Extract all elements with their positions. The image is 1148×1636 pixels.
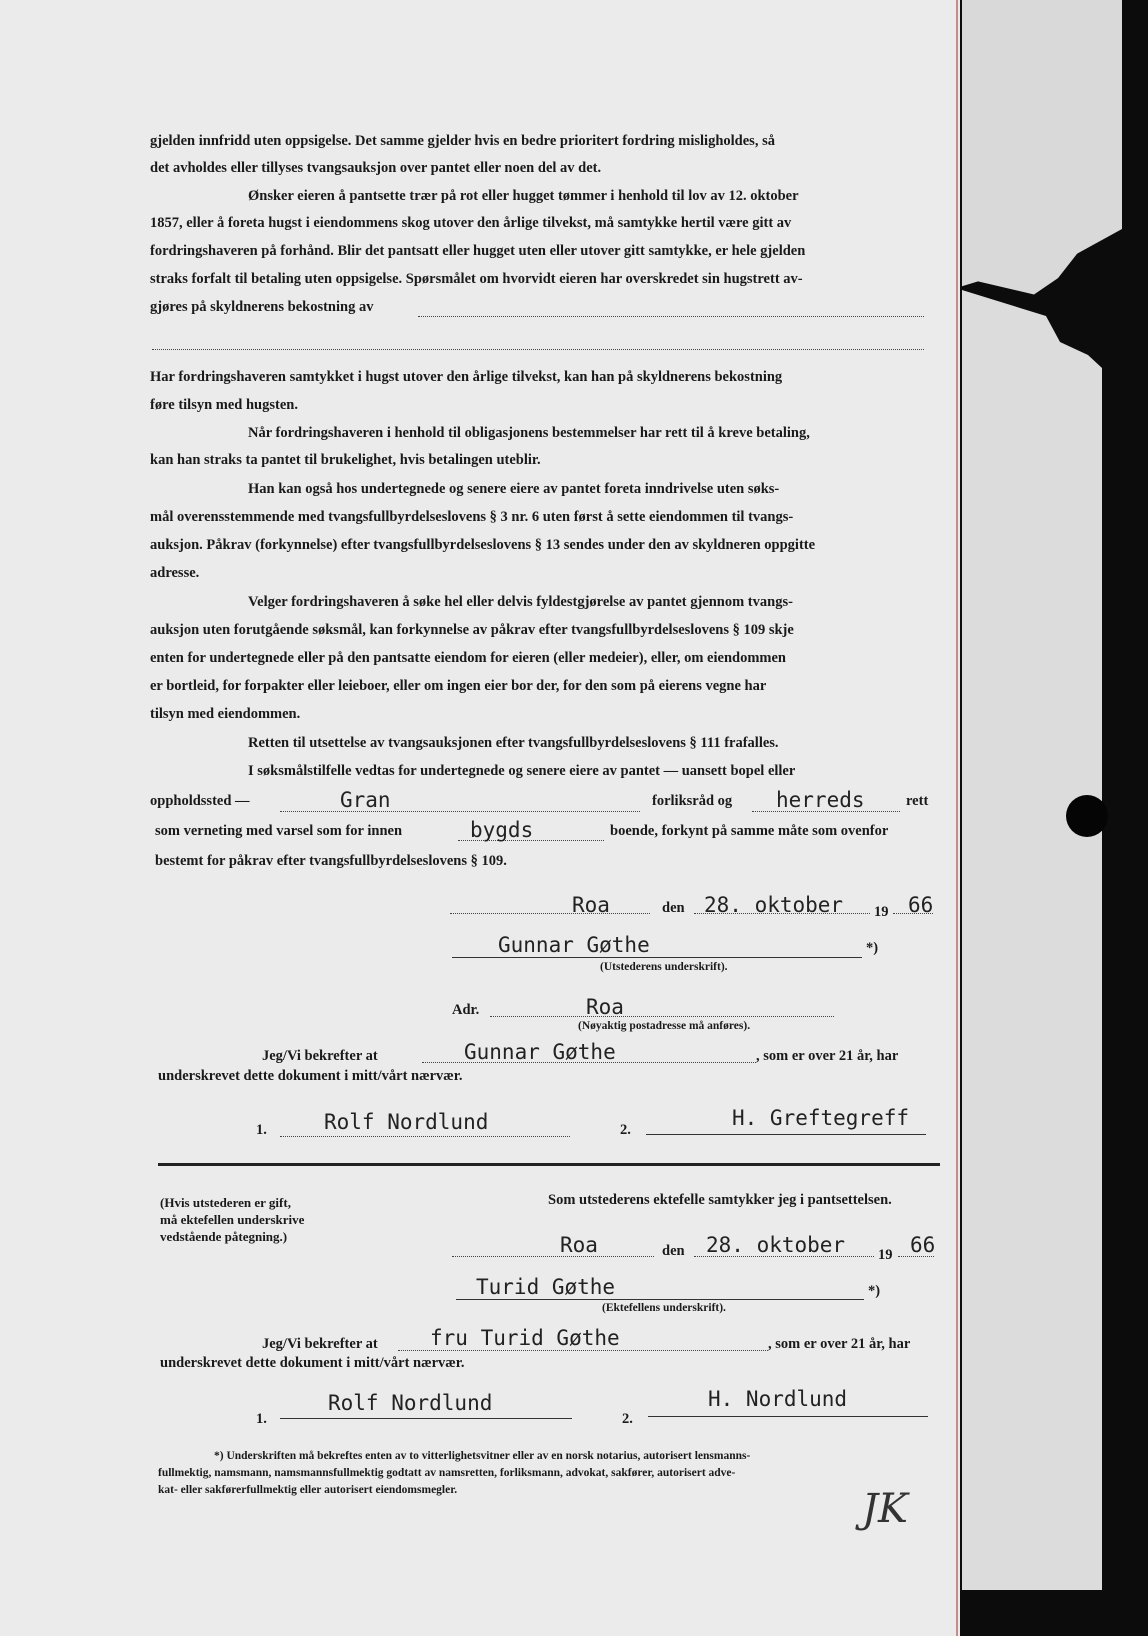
spouse-witness1: Rolf Nordlund bbox=[328, 1391, 493, 1415]
p6-line3: enten for undertegnede eller på den pantsatte eiendom for eieren (eller medeier), eller, om eiendommen bbox=[150, 650, 786, 666]
spouse-witness2-num: 2. bbox=[622, 1411, 633, 1427]
blank-line bbox=[152, 349, 924, 350]
p8-forliksrad: forliksråd og bbox=[652, 793, 733, 809]
p8-som: som verneting med varsel som for innen bbox=[155, 823, 403, 839]
sig1-witness2: H. Greftegreff bbox=[732, 1106, 910, 1130]
spouse-confirm-line2: underskrevet dette dokument i mitt/vårt nærvær. bbox=[160, 1355, 465, 1371]
spouse-note-line2: må ektefellen underskrive bbox=[160, 1212, 305, 1227]
p6-line5: tilsyn med eiendommen. bbox=[150, 706, 301, 722]
spouse-signer: Turid Gøthe bbox=[476, 1275, 616, 1299]
spouse-note-line3: vedstående påtegning.) bbox=[160, 1229, 288, 1244]
punch-hole bbox=[1066, 795, 1108, 837]
sig1-address-line bbox=[490, 1016, 834, 1017]
place-line bbox=[280, 811, 640, 812]
spouse-place-line bbox=[452, 1256, 654, 1257]
footnote-line2: fullmektig, namsmann, namsmannsfullmektig godtatt av namsretten, forliksmann, advokat, sakfører, autorisert adve- bbox=[158, 1467, 736, 1479]
p3-line1: Har fordringshaveren samtykket i hugst utover den årlige tilvekst, kan han på skyldnerens bekostning bbox=[150, 369, 783, 385]
sig1-address: Roa bbox=[586, 995, 624, 1019]
sig1-place: Roa bbox=[572, 893, 610, 917]
spouse-confirm-prefix: Jeg/Vi bekrefter at bbox=[262, 1336, 378, 1352]
sig1-den: den bbox=[662, 900, 685, 916]
sig1-witness1: Rolf Nordlund bbox=[324, 1110, 489, 1134]
sig1-witness2-num: 2. bbox=[620, 1122, 631, 1138]
spouse-witness1-line bbox=[280, 1418, 572, 1419]
p1-line1: gjelden innfridd uten oppsigelse. Det samme gjelder hvis en bedre prioritert fordring misligholdes, så bbox=[150, 133, 775, 149]
margin-rule bbox=[956, 0, 958, 1636]
sig1-adr-label: Adr. bbox=[452, 1002, 480, 1018]
p8-line1: I søksmålstilfelle vedtas for undertegnede og senere eiere av pantet — uansett bopel eller bbox=[248, 763, 796, 779]
p2-line2: 1857, eller å foreta hugst i eiendommens skog utover den årlige tilvekst, må samtykke hertil være gitt av bbox=[150, 215, 792, 231]
p2-line5: gjøres på skyldnerens bekostning av bbox=[150, 299, 374, 315]
blank-line bbox=[418, 316, 924, 317]
sig1-confirm-name: Gunnar Gøthe bbox=[464, 1040, 616, 1064]
p5-line1: Han kan også hos undertegnede og senere eiere av pantet foreta inndrivelse uten søks- bbox=[248, 481, 780, 497]
sig1-confirm-line2: underskrevet dette dokument i mitt/vårt nærvær. bbox=[158, 1068, 463, 1084]
p6-line1: Velger fordringshaveren å søke hel eller delvis fyldestgjørelse av pantet gjennom tvangs- bbox=[248, 594, 793, 610]
sig1-address-caption: (Nøyaktig postadresse må anføres). bbox=[578, 1020, 751, 1032]
p8-boende: boende, forkynt på samme måte som ovenfor bbox=[610, 823, 889, 839]
sig1-witness1-line bbox=[280, 1136, 570, 1137]
p6-line2: auksjon uten forutgående søksmål, kan forkynnelse av påkrav efter tvangsfullbyrdelseslovens § 109 skje bbox=[150, 622, 794, 638]
spouse-witness2-line bbox=[648, 1416, 928, 1417]
p5-line3: auksjon. Påkrav (forkynnelse) efter tvangsfullbyrdelseslovens § 13 sendes under den av skyldneren oppgitte bbox=[150, 537, 816, 553]
footnote bbox=[158, 1448, 936, 1499]
p7-line1: Retten til utsettelse av tvangsauksjonen efter tvangsfullbyrdelseslovens § 111 frafalles. bbox=[248, 735, 779, 751]
sig1-confirm-prefix: Jeg/Vi bekrefter at bbox=[262, 1048, 378, 1064]
p2-line3: fordringshaveren på forhånd. Blir det pantsatt eller hugget uten eller utover gitt samtykke, er hele gjelden bbox=[150, 243, 806, 259]
section-divider bbox=[158, 1163, 940, 1166]
p8-line4: bestemt for påkrav efter tvangsfullbyrdelseslovens § 109. bbox=[155, 853, 507, 869]
spouse-confirm-suffix: , som er over 21 år, har bbox=[768, 1336, 911, 1352]
p4-line2: kan han straks ta pantet til brukelighet, hvis betalingen uteblir. bbox=[150, 452, 541, 468]
spouse-signer-caption: (Ektefellens underskrift). bbox=[602, 1302, 726, 1314]
sig1-witness1-num: 1. bbox=[256, 1122, 267, 1138]
p2-line4: straks forfalt til betaling uten oppsigelse. Spørsmålet om hvorvidt eieren har overskredet sin hugstrett av- bbox=[150, 271, 803, 287]
footnote-line1: *) Underskriften må bekreftes enten av to vitterlighetsvitner eller av en norsk notarius, autorisert lensmanns- bbox=[214, 1450, 751, 1462]
sig1-place-line bbox=[450, 913, 650, 914]
p2-line1: Ønsker eieren å pantsette trær på rot eller hugget tømmer i henhold til lov av 12. oktober bbox=[248, 188, 799, 204]
spouse-note-line1: (Hvis utstederen er gift, bbox=[160, 1195, 291, 1210]
p8-oppholdssted: oppholdssted — bbox=[150, 793, 250, 809]
sig1-year-prefix: 19 bbox=[874, 904, 889, 920]
sig1-date: 28. oktober bbox=[704, 893, 844, 917]
sig1-year: 66 bbox=[908, 893, 934, 917]
p1-line2: det avholdes eller tillyses tvangsauksjon over pantet eller noen del av det. bbox=[150, 160, 602, 176]
sig1-signer: Gunnar Gøthe bbox=[498, 933, 650, 957]
filled-place: Gran bbox=[340, 788, 391, 812]
sig1-signer-caption: (Utstederens underskrift). bbox=[600, 961, 728, 973]
spouse-place: Roa bbox=[560, 1233, 598, 1257]
spouse-witness2: H. Nordlund bbox=[708, 1387, 848, 1411]
filled-district: bygds bbox=[470, 818, 534, 842]
handwritten-initials: JK bbox=[862, 1486, 908, 1532]
footnote-line3: kat- eller sakførerfullmektig eller autorisert eiendomsmegler. bbox=[158, 1484, 458, 1496]
sig1-asterisk: *) bbox=[866, 940, 879, 956]
sig1-signature-line bbox=[452, 957, 862, 958]
spouse-confirm-line bbox=[398, 1350, 768, 1351]
spouse-year: 66 bbox=[910, 1233, 936, 1257]
p4-line1: Når fordringshaveren i henhold til obligasjonens bestemmelser har rett til å kreve betaling, bbox=[248, 425, 810, 441]
spouse-consent: Som utstederens ektefelle samtykker jeg i pantsettelsen. bbox=[548, 1192, 892, 1208]
p6-line4: er bortleid, for forpakter eller leieboer, eller om ingen eier bor der, for den som på eierens vegne har bbox=[150, 678, 767, 694]
p5-line2: mål overensstemmende med tvangsfullbyrdelseslovens § 3 nr. 6 uten først å sette eiendommen til tvangs- bbox=[150, 509, 794, 525]
back-sheet-lower bbox=[962, 290, 1102, 1590]
sig1-witness2-line bbox=[646, 1134, 926, 1135]
p8-rett: rett bbox=[906, 793, 929, 809]
filled-court: herreds bbox=[776, 788, 865, 812]
spouse-den: den bbox=[662, 1243, 685, 1259]
spouse-signature-line bbox=[456, 1299, 864, 1300]
spouse-year-prefix: 19 bbox=[878, 1247, 893, 1263]
p3-line2: føre tilsyn med hugsten. bbox=[150, 397, 298, 413]
p5-line4: adresse. bbox=[150, 565, 200, 581]
spouse-confirm-name: fru Turid Gøthe bbox=[430, 1326, 620, 1350]
sig1-confirm-suffix: , som er over 21 år, har bbox=[756, 1048, 899, 1064]
spouse-witness1-num: 1. bbox=[256, 1411, 267, 1427]
spouse-asterisk: *) bbox=[868, 1283, 881, 1299]
spouse-date: 28. oktober bbox=[706, 1233, 846, 1257]
